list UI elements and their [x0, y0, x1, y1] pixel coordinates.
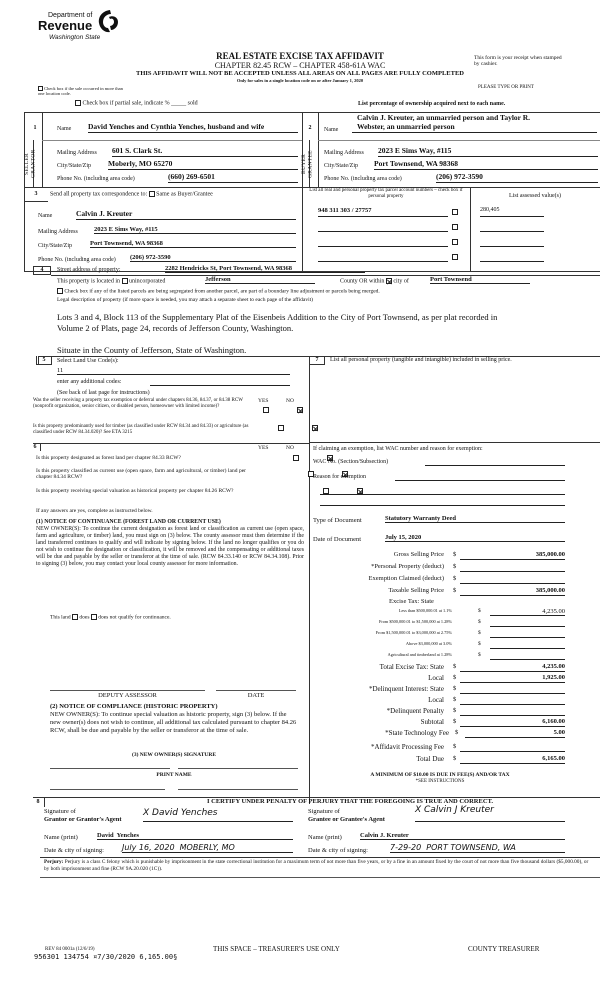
within-city-checkbox[interactable]	[386, 278, 392, 284]
dollar-sign: $	[478, 641, 481, 647]
grantor-signature-field[interactable]: X David Yenches	[143, 808, 293, 822]
buyer-address-label: Mailing Address	[324, 150, 364, 156]
buyer-city-label: City/State/Zip	[324, 163, 358, 169]
personal-property-checkbox[interactable]	[452, 209, 458, 215]
print-name-label: PRINT NAME	[156, 772, 192, 778]
parcel-number-field[interactable]	[318, 252, 448, 262]
total-row	[310, 685, 570, 695]
dollar-sign: $	[478, 652, 481, 658]
does-qualify-checkbox[interactable]	[72, 614, 78, 620]
grantee-signature-field[interactable]: X Calvin J Kreuter	[415, 805, 565, 822]
tax-row-exemption	[310, 575, 570, 585]
delinquent-interest-local-field[interactable]	[460, 696, 565, 705]
subtotal-field[interactable]: 6,160.00	[460, 718, 565, 727]
timber-question: Is this property predominantly used for timber (as classified under RCW 84.34 and 84.33) or agriculture (as classified under RCW 84.34.020)? See ETA 3215	[33, 424, 249, 435]
segregated-row	[57, 288, 380, 295]
dollar-sign: $	[453, 707, 457, 714]
agency-line2: Revenue	[38, 18, 93, 33]
dollar-sign: $	[453, 696, 457, 703]
dollar-sign: $	[478, 608, 481, 614]
forest-land-question: Is this property designated as forest land per chapter 84.33 RCW?	[36, 455, 181, 461]
total-row	[310, 755, 570, 765]
single-location-note: Only for sales in a single location code on or after January 1, 2020	[236, 78, 364, 83]
corr-phone-field[interactable]: (206) 972-3590	[130, 254, 296, 262]
seller-name-field[interactable]: David Yenches and Cynthia Yenches, husband and wife	[88, 123, 298, 133]
total-label: *Affidavit Processing Fee	[371, 743, 444, 751]
correspondence-label: Send all property tax correspondence to:	[50, 191, 148, 198]
corr-address-label: Mailing Address	[38, 229, 78, 235]
seller-phone-label: Phone No. (including area code)	[57, 176, 135, 182]
taxable-selling-price-field[interactable]: 385,000.00	[460, 587, 565, 596]
tax-row-gross	[310, 551, 570, 561]
timber-no-checkbox[interactable]	[312, 425, 318, 431]
bracket-row	[310, 619, 570, 628]
reason-field-line2[interactable]	[320, 487, 565, 495]
total-label: Local	[428, 696, 444, 704]
corr-phone-label: Phone No. (including area code)	[38, 257, 116, 263]
treasurer-use-only: THIS SPACE – TREASURER'S USE ONLY	[213, 945, 340, 953]
gross-selling-price-field[interactable]: 385,000.00	[460, 551, 565, 560]
total-row	[310, 707, 570, 717]
form-id: REV 84 0001a (12/6/19)	[45, 947, 95, 952]
personal-property-checkbox[interactable]	[452, 254, 458, 260]
receipt-note: This form is your receipt when stamped by cashier.	[474, 55, 562, 68]
parcel-row	[318, 222, 598, 234]
parcel-row	[318, 207, 598, 219]
grantor-date-field[interactable]: July 16, 2020 MOBERLY, MO	[122, 843, 293, 853]
continuance-row	[50, 614, 171, 621]
see-back-note: (See back of last page for instructions)	[57, 390, 150, 396]
section-6-number: 6	[33, 444, 37, 450]
forest-yes-checkbox[interactable]	[293, 455, 299, 461]
doc-date-field[interactable]: July 15, 2020	[385, 534, 565, 542]
seller-grantor-label: SELLER GRANTOR	[24, 149, 37, 179]
bracket-value-field[interactable]	[490, 619, 565, 627]
excise-tax-header: Excise Tax: State	[389, 598, 434, 605]
land-use-code-field[interactable]: 11	[57, 367, 290, 375]
notice-2-body: NEW OWNER(S): To continue special valuation as historic property, sign (3) below. If the new owner(s) does not wish to continue, all additional tax calculated pursuant to chapter 84.26 RCW, shall be due and payable by the seller or transferor at the time of sale.	[50, 711, 297, 734]
assessed-value-field[interactable]	[480, 222, 544, 232]
grantor-name-label: Name (print)	[44, 834, 78, 841]
see-instructions-note: *SEE INSTRUCTIONS	[415, 779, 465, 784]
county-or-row	[340, 278, 409, 285]
total-row	[310, 743, 570, 753]
buyer-grantee-label: BUYER GRANTEE	[301, 150, 314, 178]
grantee-name-label: Name (print)	[308, 834, 342, 841]
total-row	[310, 663, 570, 673]
does-not-qualify-checkbox[interactable]	[91, 614, 97, 620]
buyer-phone-field[interactable]: (206) 972-3590	[436, 173, 598, 183]
historic-question: Is this property receiving special valuation as historical property per chapter 84.26 RCW?	[36, 488, 234, 494]
multi-location-label: Check box if the sale occurred in more than one location code.	[38, 86, 123, 97]
bracket-row	[310, 608, 570, 617]
doc-type-label: Type of Document	[313, 517, 362, 524]
exemption-no-checkbox[interactable]	[297, 407, 303, 413]
notice-1-title: (1) NOTICE OF CONTINUANCE (FOREST LAND OR CURRENT USE)	[36, 519, 221, 525]
dollar-sign: $	[453, 663, 457, 670]
notice-1-body: NEW OWNER(S): To continue the current designation as forest land or classification as current use (open space, farm and agriculture, or timber) land, you must sign on (3) below. The county assessor must then determine if the land transferred continues to qualify and will indicate by signing below. If the land no longer qualifies or you do not wish to continue the designation or classification, it will be removed and the compensating or additional taxes will be due and payable by the seller or transferor at the time of sale. (RCW 84.33.140 or RCW 84.34.108). Prior to signing (3) below, you may contact your local county assessor for more information.	[36, 526, 304, 568]
dollar-sign: $	[453, 674, 457, 681]
corr-name-field[interactable]: Calvin J. Kreuter	[76, 210, 296, 220]
yes-header-6: YES	[258, 445, 269, 451]
parcel-number-field[interactable]	[318, 237, 448, 247]
total-label: Subtotal	[420, 718, 444, 726]
total-row	[310, 674, 570, 684]
tax-row-taxable	[310, 587, 570, 597]
personal-property-deduct-field[interactable]	[460, 563, 565, 572]
affidavit-processing-fee-field[interactable]	[460, 743, 565, 752]
dollar-sign: $	[453, 755, 457, 762]
legal-description-line2: Volume 2 of Plats, page 24, records of Jefferson County, Washington.	[57, 323, 294, 333]
section-4-number: 4	[40, 267, 44, 273]
parcel-header: List all real and personal property tax parcel account numbers – check box if personal property	[309, 188, 463, 199]
dollar-sign: $	[453, 551, 457, 558]
total-state-excise-field[interactable]: 4,235.00	[460, 663, 565, 672]
dollar-sign: $	[478, 630, 481, 636]
buyer-name-line2[interactable]: Webster, an unmarried person	[352, 123, 597, 133]
same-as-buyer-label: Same as Buyer/Grantee	[156, 191, 213, 198]
bracket-label: From $1,500,000.01 to $3,000,000 at 2.75%	[375, 630, 452, 635]
parcel-row	[318, 237, 598, 249]
additional-codes-label: enter any additional codes:	[57, 379, 122, 385]
grantee-sig-label-1: Signature of	[308, 808, 340, 815]
minimum-due-note: A MINIMUM OF $10.00 IS DUE IN FEE(S) AND/OR TAX	[370, 772, 510, 778]
bracket-label: From $500,000.01 to $1,500,000 at 1.28%	[378, 619, 452, 624]
dollar-sign: $	[453, 563, 457, 570]
section-8-number: 8	[36, 799, 40, 805]
type-or-print: PLEASE TYPE OR PRINT	[478, 85, 534, 90]
agency-line3: Washington State	[49, 34, 101, 41]
does-not-label: does not qualify for continuance.	[98, 614, 171, 621]
seller-name-label: Name	[57, 126, 72, 132]
bracket-value-field[interactable]: 4,235.00	[490, 608, 565, 616]
legal-description-line1: Lots 3 and 4, Block 113 of the Supplementary Plat of the Eisenbeis Addition to the City of Port Townsend, as per plat recorded in	[57, 312, 498, 322]
seller-address-field[interactable]: 601 S. Clark St.	[112, 147, 298, 157]
state-technology-fee-field[interactable]: 5.00	[465, 729, 565, 738]
bracket-value-field[interactable]	[490, 630, 565, 638]
grantee-date-field[interactable]: 7-29-20 PORT TOWNSEND, WA	[390, 843, 565, 853]
delinquent-interest-state-field[interactable]	[460, 685, 565, 694]
total-local-excise-field[interactable]: 1,925.00	[460, 674, 565, 683]
dollar-sign: $	[453, 575, 457, 582]
total-row	[310, 718, 570, 728]
bracket-label: Less than $500,000.01 at 1.1%	[398, 608, 452, 613]
multi-location-checkbox[interactable]	[38, 86, 43, 91]
perjury-label: Perjury:	[44, 859, 64, 865]
personal-property-checkbox[interactable]	[452, 224, 458, 230]
timber-yes-checkbox[interactable]	[278, 425, 284, 431]
bracket-value-field[interactable]	[490, 641, 565, 649]
total-due-field[interactable]: 6,165.00	[460, 755, 565, 764]
section-2-number: 2	[308, 125, 312, 131]
current-use-question: Is this property classified as current use (open space, farm and agricultural, or timber) land per chapter 84.34 RCW?	[36, 468, 246, 481]
total-label: Local	[428, 674, 444, 682]
no-header-5: NO	[286, 398, 294, 404]
cashier-stamp: 956301 134754 ¤7/30/2020 6,165.00§	[34, 953, 178, 961]
seller-city-field[interactable]: Moberly, MO 65270	[108, 160, 298, 170]
does-label: does	[79, 614, 90, 621]
grantee-name-field[interactable]: Calvin J. Kreuter	[360, 832, 565, 840]
assessed-value-field[interactable]	[480, 237, 544, 247]
grantee-date-label: Date & city of signing:	[308, 847, 368, 854]
partial-sale-row	[75, 100, 198, 107]
dollar-sign: $	[453, 718, 457, 725]
dollar-sign: $	[478, 619, 481, 625]
bracket-row	[310, 652, 570, 661]
same-as-buyer-checkbox[interactable]	[149, 191, 155, 197]
agency-line1: Department of	[48, 12, 93, 19]
city-of-label: city of	[393, 278, 409, 285]
grantor-date-label: Date & city of signing:	[44, 847, 104, 854]
section-5-number: 5	[42, 357, 46, 363]
exemption-yes-checkbox[interactable]	[263, 407, 269, 413]
tax-row-label: Exemption Claimed (deduct)	[368, 575, 444, 582]
total-row	[310, 729, 570, 739]
legal-description-line3: Situate in the County of Jefferson, State of Washington.	[57, 345, 247, 355]
assessed-header: List assessed value(s)	[509, 193, 561, 199]
form-title: REAL ESTATE EXCISE TAX AFFIDAVIT	[216, 51, 384, 61]
total-label: Total Due	[416, 755, 444, 763]
doc-type-field[interactable]: Statutory Warranty Deed	[385, 515, 565, 523]
parcel-row	[318, 252, 598, 264]
county-treasurer: COUNTY TREASURER	[468, 945, 540, 953]
unincorporated-label: unincorporated	[129, 278, 166, 285]
located-label: This property is located in	[57, 278, 120, 285]
this-land-label: This land	[50, 614, 71, 621]
exemption-question: Was the seller receiving a property tax exemption or deferral under chapters 84.36, 84.37, or 84.38 RCW (nonprofit organization, senior citizen, or disabled person, homeowner with limited income)?	[33, 398, 243, 409]
exemption-deduct-field[interactable]	[460, 575, 565, 584]
grantee-sig-label-2: Grantee or Grantee's Agent	[308, 816, 385, 823]
buyer-city-field[interactable]: Port Townsend, WA 98368	[374, 160, 598, 170]
multi-location-checkbox-row	[38, 86, 128, 97]
section-7-number: 7	[315, 357, 319, 363]
dollar-sign: $	[453, 587, 457, 594]
bracket-row	[310, 641, 570, 650]
tax-row-label: *Personal Property (deduct)	[371, 563, 444, 570]
buyer-address-field[interactable]: 2023 E Sims Way, #115	[378, 147, 598, 157]
new-owner-signature-label: (3) NEW OWNER(S) SIGNATURE	[132, 752, 216, 758]
tax-row-label: Gross Selling Price	[393, 551, 444, 558]
reason-field-line1[interactable]	[395, 473, 565, 481]
grantor-sig-label-1: Signature of	[44, 808, 76, 815]
yes-header-5: YES	[258, 398, 269, 404]
exemption-claim-label: If claiming an exemption, list WAC number and reason for exemption:	[313, 446, 483, 452]
dor-swirl-icon	[96, 8, 120, 34]
no-header-6: NO	[286, 445, 294, 451]
certification-statement: I CERTIFY UNDER PENALTY OF PERJURY THAT THE FOREGOING IS TRUE AND CORRECT.	[206, 798, 493, 805]
tax-row-label: Taxable Selling Price	[388, 587, 444, 594]
assessed-value-field[interactable]: 280,405	[480, 207, 544, 217]
total-label: *Delinquent Interest: State	[368, 685, 444, 693]
corr-name-label: Name	[38, 213, 53, 219]
tax-row-personal	[310, 563, 570, 573]
personal-property-label: List all personal property (tangible and intangible) included in selling price.	[330, 357, 512, 363]
assessed-value-field[interactable]	[480, 252, 544, 262]
doc-date-label: Date of Document	[313, 536, 362, 543]
street-address-field[interactable]: 2282 Hendricks St, Port Townsend, WA 98368	[165, 265, 365, 273]
bracket-label: Above $3,000,000 at 3.0%	[405, 641, 452, 646]
land-use-label: Select Land Use Code(s):	[57, 358, 119, 364]
seller-address-label: Mailing Address	[57, 150, 97, 156]
form-warning: THIS AFFIDAVIT WILL NOT BE ACCEPTED UNLESS ALL AREAS ON ALL PAGES ARE FULLY COMPLETED	[136, 70, 464, 77]
segregated-label: Check box if any of the listed parcels are being segregated from another parcel, are part of a boundary line adjustment or parcels being merged.	[64, 288, 380, 295]
section-1-number: 1	[33, 125, 37, 131]
perjury-text: Perjury is a class C felony which is punishable by imprisonment in the state correctional institution for a maximum term of not more than five years, or by a fine in an amount fixed by the court of not more than five thousand dollars ($5,000.00), or by both imprisonment and fine (RCW 9A.20.020 (1C)).	[44, 859, 589, 872]
date-label: DATE	[247, 692, 265, 699]
if-yes-note: If any answers are yes, complete as instructed below.	[36, 508, 153, 514]
corr-city-label: City/State/Zip	[38, 243, 72, 249]
seller-phone-field[interactable]: (660) 269-6501	[168, 173, 298, 183]
buyer-phone-label: Phone No. (including area code)	[324, 176, 402, 182]
wac-label: WAC No. (Section/Subsection)	[313, 459, 389, 465]
parcel-number-field[interactable]: 948 311 303 / 27757	[318, 207, 448, 217]
parcel-number-field[interactable]	[318, 222, 448, 232]
corr-city-field[interactable]: Port Townsend, WA 98368	[90, 240, 296, 248]
personal-property-checkbox[interactable]	[452, 239, 458, 245]
partial-sale-checkbox[interactable]	[75, 100, 81, 106]
buyer-name-line1[interactable]: Calvin J. Kreuter, an unmarried person and Taylor R.	[357, 113, 531, 122]
bracket-label: Agricultural and timberland at 1.28%	[387, 652, 452, 657]
deputy-assessor-label: DEPUTY ASSESSOR	[98, 692, 157, 699]
buyer-name-label: Name	[324, 127, 339, 133]
dollar-sign: $	[455, 729, 459, 736]
unincorporated-checkbox[interactable]	[122, 278, 128, 284]
section-3-number: 3	[34, 191, 38, 197]
form-subtitle: CHAPTER 82.45 RCW – CHAPTER 458-61A WAC	[214, 61, 386, 70]
bracket-row	[310, 630, 570, 639]
grantor-sig-label-2: Grantor or Grantor's Agent	[44, 816, 122, 823]
city-field[interactable]: Port Townsend	[430, 276, 530, 284]
dollar-sign: $	[453, 743, 457, 750]
dor-logo	[18, 8, 128, 44]
notice-2-title: (2) NOTICE OF COMPLIANCE (HISTORIC PROPERTY)	[50, 703, 218, 710]
street-address-label: Street address of property:	[57, 267, 121, 273]
additional-codes-field[interactable]	[150, 378, 290, 386]
county-field[interactable]: Jefferson	[205, 276, 315, 284]
delinquent-penalty-field[interactable]	[460, 707, 565, 716]
total-row	[310, 696, 570, 706]
segregated-checkbox[interactable]	[57, 288, 63, 294]
wac-field[interactable]	[425, 458, 565, 466]
reason-field-line3[interactable]	[320, 498, 565, 506]
reason-label: Reason for exemption	[313, 474, 366, 480]
total-label: *Delinquent Penalty	[386, 707, 444, 715]
perjury-notice	[44, 859, 594, 873]
grantor-name-field[interactable]: David Yenches	[97, 832, 293, 840]
county-or-label: County OR within	[340, 278, 385, 285]
partial-sale-label: Check box if partial sale, indicate % _____ sold	[82, 100, 198, 107]
corr-address-field[interactable]: 2023 E Sims Way, #115	[94, 226, 296, 234]
ownership-note: List percentage of ownership acquired next to each name.	[358, 101, 506, 107]
dollar-sign: $	[453, 685, 457, 692]
total-label: Total Excise Tax: State	[379, 663, 444, 671]
bracket-value-field[interactable]	[490, 652, 565, 660]
total-label: *State Technology Fee	[385, 729, 449, 737]
correspondence-row	[50, 191, 213, 198]
legal-description-label: Legal description of property (if more space is needed, you may attach a separate sheet to each page of the affidavit)	[57, 297, 313, 303]
seller-city-label: City/State/Zip	[57, 163, 91, 169]
